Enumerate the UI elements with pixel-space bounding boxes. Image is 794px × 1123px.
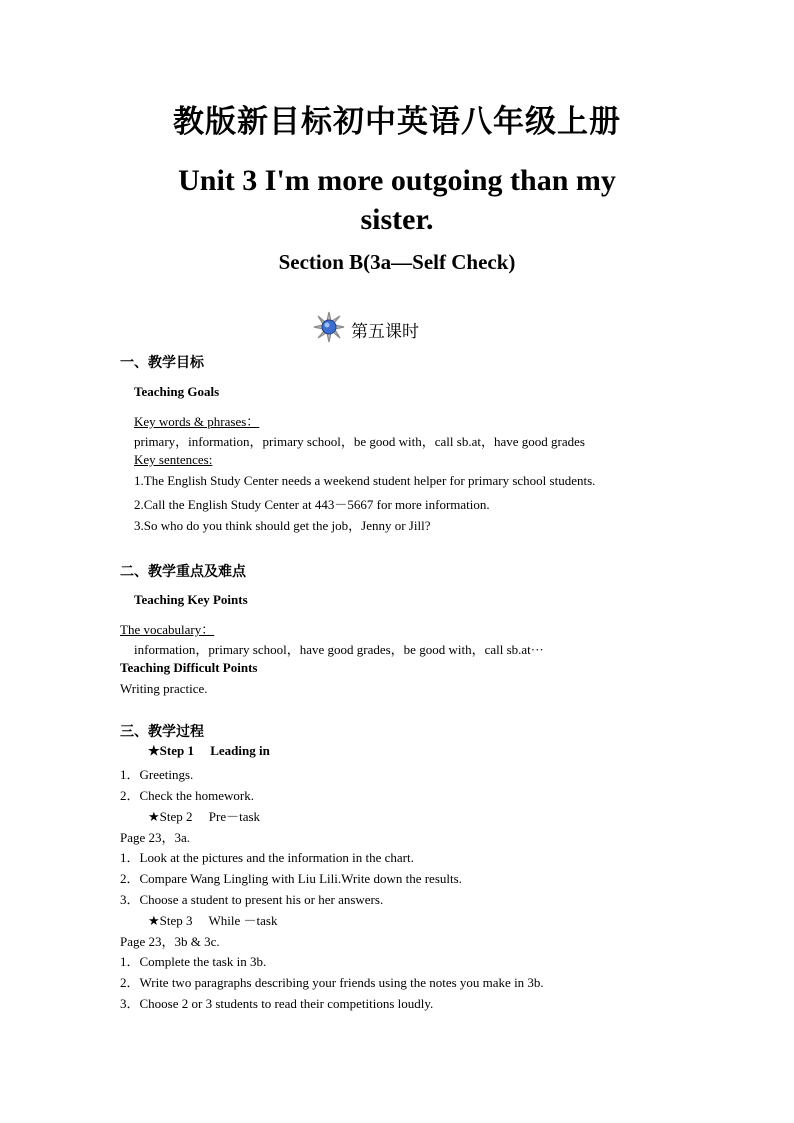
key-sentence: 3.So who do you think should get the job，Jenny or Jill? [134,518,431,533]
key-words-label: Key words & phrases： [134,414,260,429]
teaching-goals-heading: Teaching Goals [134,384,220,399]
unit-title-line-1: Unit 3 I'm more outgoing than my [178,164,616,197]
key-sentence: 1.The English Study Center needs a weekend student helper for primary school students. [134,473,596,488]
list-item: 3．Choose a student to present his or her answers. [120,892,384,907]
vocabulary-text: information，primary school，have good grades，be good with，call sb.at··· [134,642,544,657]
section-subtitle: Section B(3a—Self Check) [278,250,516,274]
key-sentence: 2.Call the English Study Center at 443－5667 for more information. [134,497,490,512]
sun-icon [313,311,345,348]
step-1-heading: ★Step 1 Leading in [148,743,270,758]
lesson-title: 第五课时 [351,322,419,342]
list-item: 2．Check the homework. [120,788,254,803]
key-sentences-label: Key sentences: [134,452,213,467]
teaching-difficult-points-heading: Teaching Difficult Points [120,660,258,675]
list-item: 1．Greetings. [120,767,194,782]
document-title-chinese: 教版新目标初中英语八年级上册 [173,104,621,140]
list-item: 1．Look at the pictures and the information in the chart. [120,850,414,865]
teaching-key-points-heading: Teaching Key Points [134,592,248,607]
step-3-heading: ★Step 3 While －task [148,913,278,928]
key-words-text: primary，information，primary school，be good with，call sb.at，have good grades [134,434,585,449]
list-item: 1．Complete the task in 3b. [120,954,267,969]
page-reference: Page 23，3b & 3c. [120,934,220,949]
vocabulary-label: The vocabulary： [120,622,215,637]
list-item: 3．Choose 2 or 3 students to read their competitions loudly. [120,996,434,1011]
list-item: 2．Compare Wang Lingling with Liu Lili.Write down the results. [120,871,462,886]
part1-heading: 一、教学目标 [120,355,204,371]
step-2-heading: ★Step 2 Pre－task [148,809,261,824]
list-item: 2．Write two paragraphs describing your friends using the notes you make in 3b. [120,975,544,990]
difficult-points-text: Writing practice. [120,681,208,696]
part2-heading: 二、教学重点及难点 [120,564,246,580]
part3-heading: 三、教学过程 [120,724,204,740]
page-reference: Page 23，3a. [120,830,191,845]
unit-title-line-2: sister. [360,203,434,236]
lesson-label [313,311,419,348]
